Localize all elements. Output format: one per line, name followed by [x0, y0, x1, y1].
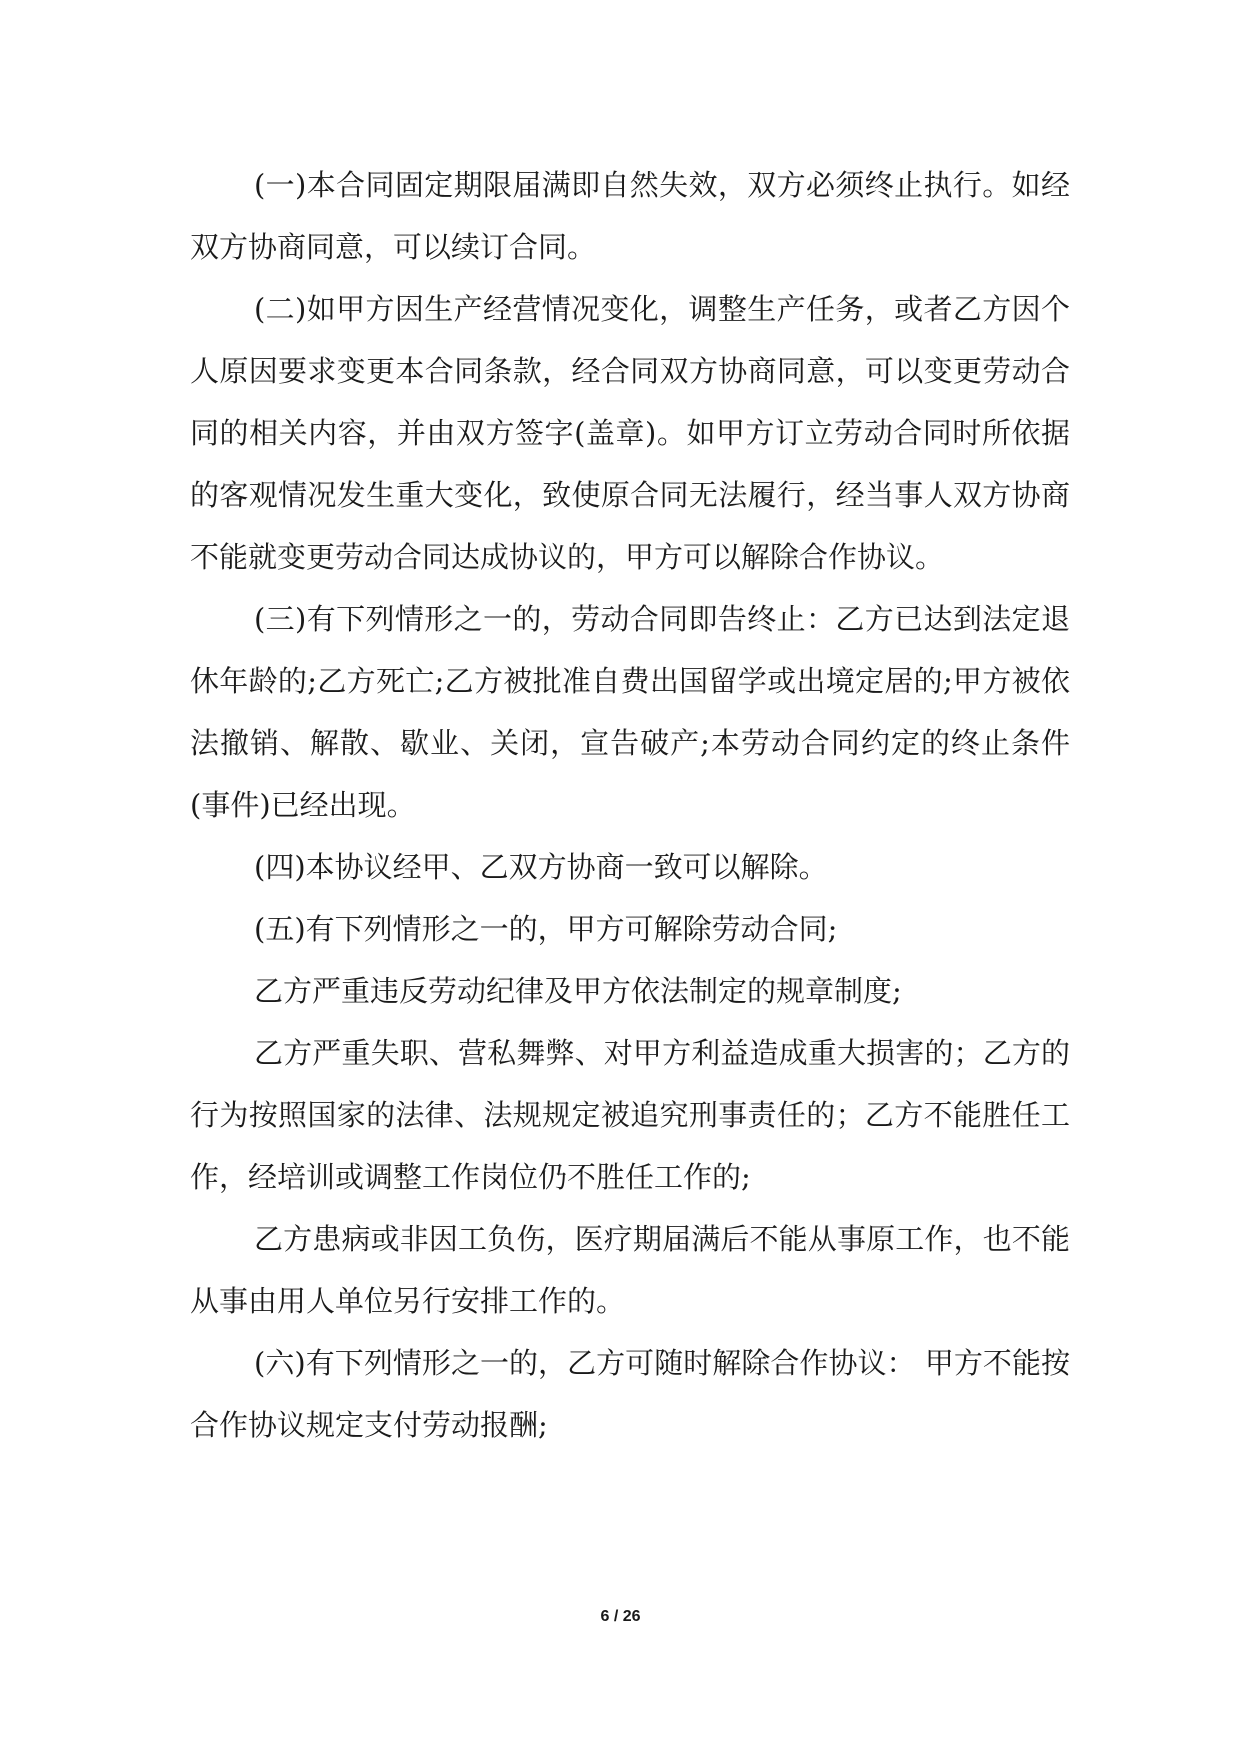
paragraph-4: (四)本协议经甲、乙双方协商一致可以解除。	[254, 850, 828, 884]
paragraph-2: (二)如甲方因生产经营情况变化，调整生产任务，或者乙方因个人原因要求变更本合同条款，经合同双方协商同意，可以变更劳动合同的相关内容，并由双方签字(盖章)。如甲方订立劳动合同时所依据的客观情况发生重大变化，致使原合同无法履行，经当事人双方协商不能就变更劳动合同达成协议的，甲方可以解除合作协议。	[190, 292, 1070, 574]
paragraph-9: (六)有下列情形之一的，乙方可随时解除合作协议： 甲方不能按合作协议规定支付劳动报酬;	[190, 1346, 1070, 1442]
paragraph-1: (一)本合同固定期限届满即自然失效，双方必须终止执行。如经双方协商同意，可以续订合同。	[190, 168, 1070, 264]
paragraph-3: (三)有下列情形之一的，劳动合同即告终止：乙方已达到法定退休年龄的;乙方死亡;乙方被批准自费出国留学或出境定居的;甲方被依法撤销、解散、歇业、关闭，宣告破产;本劳动合同约定的终止条件(事件)已经出现。	[190, 602, 1070, 822]
paragraph-8: 乙方患病或非因工负伤，医疗期届满后不能从事原工作，也不能从事由用人单位另行安排工作的。	[190, 1222, 1070, 1318]
page-number: 6 / 26	[600, 1608, 641, 1625]
document-body	[190, 154, 1070, 1456]
paragraph-5: (五)有下列情形之一的，甲方可解除劳动合同;	[254, 912, 838, 946]
paragraph-6: 乙方严重违反劳动纪律及甲方依法制定的规章制度;	[254, 974, 902, 1008]
paragraph-7: 乙方严重失职、营私舞弊、对甲方利益造成重大损害的；乙方的行为按照国家的法律、法规规定被追究刑事责任的；乙方不能胜任工作，经培训或调整工作岗位仍不胜任工作的;	[190, 1036, 1070, 1194]
